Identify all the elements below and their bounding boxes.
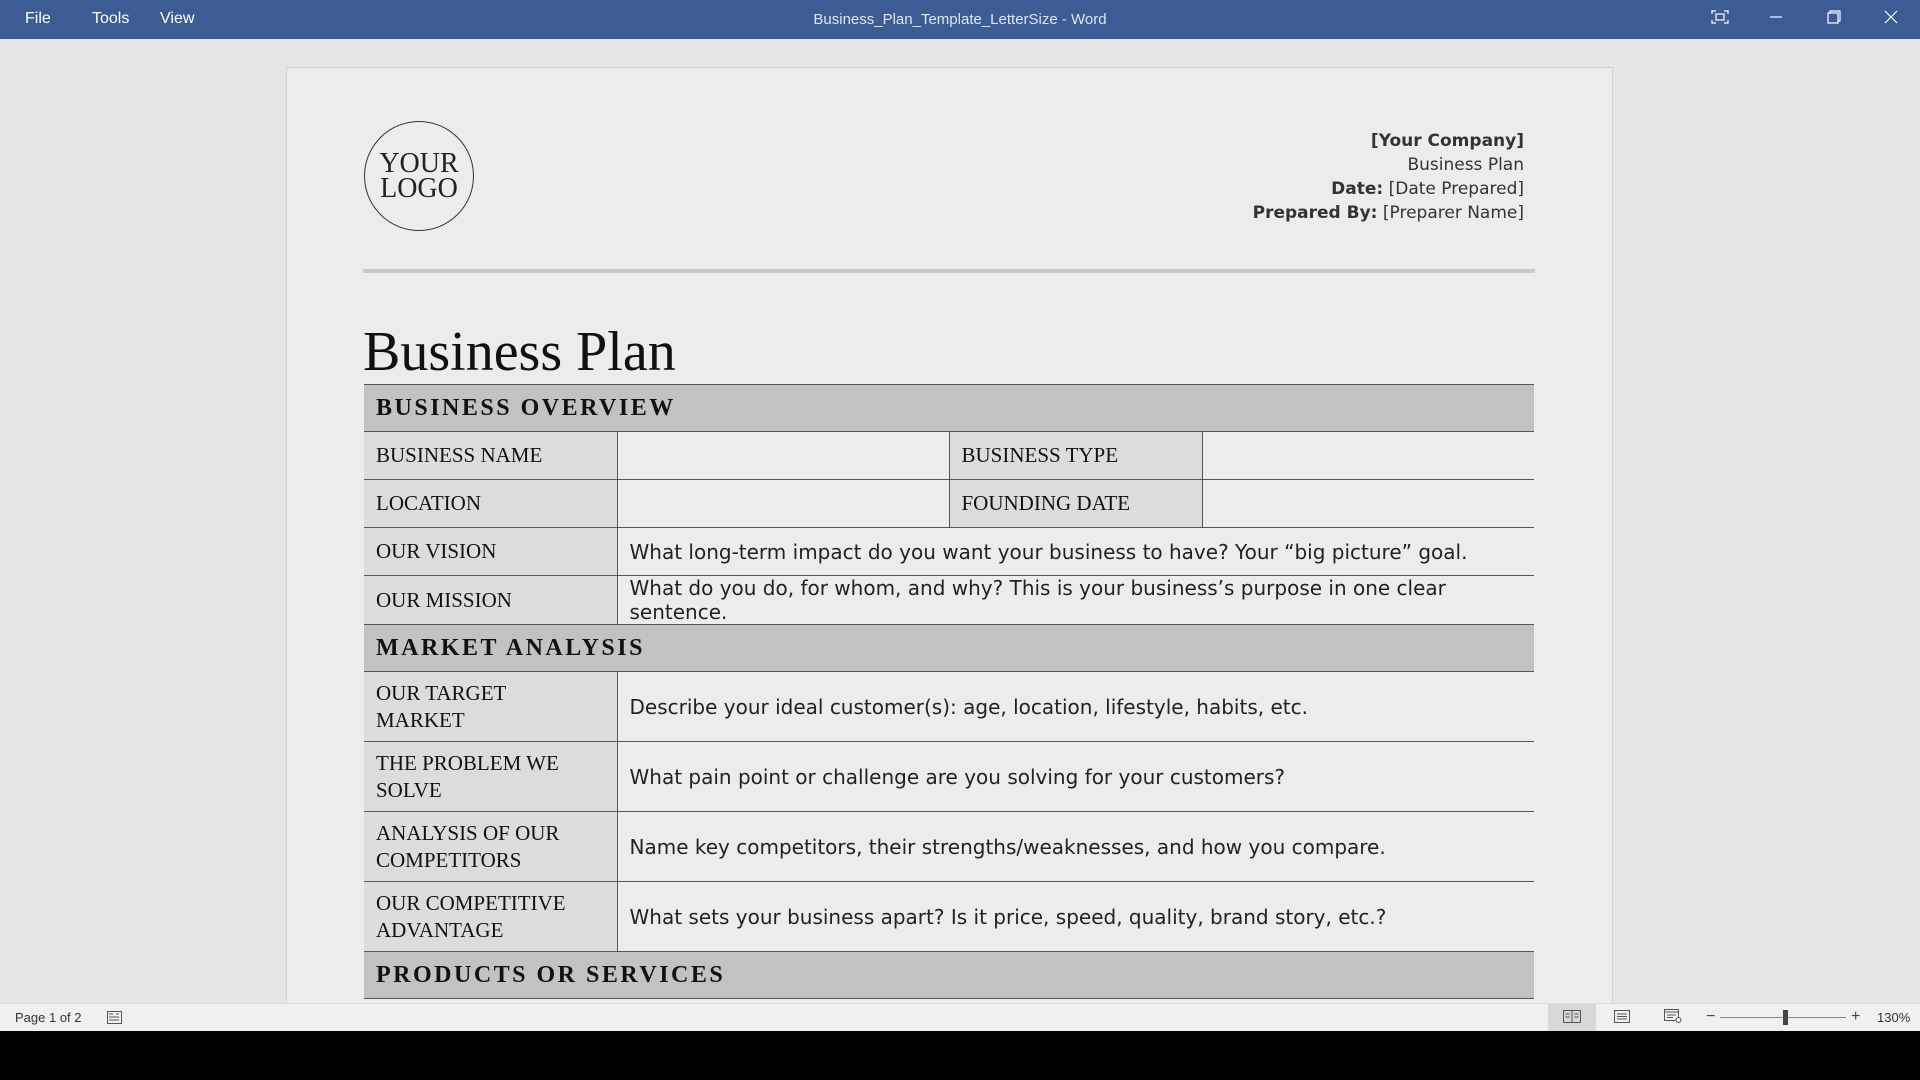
- problem-field[interactable]: What pain point or challenge are you solving for your customers?: [617, 742, 1534, 812]
- read-mode-icon: [1563, 1010, 1581, 1026]
- table-row: [364, 882, 1534, 952]
- header-divider: [363, 269, 1535, 273]
- menu-view[interactable]: View: [160, 10, 195, 27]
- label-line: ANALYSIS OF OUR: [376, 820, 560, 845]
- read-mode-button[interactable]: [1548, 1004, 1596, 1031]
- advantage-field[interactable]: What sets your business apart? Is it price, speed, quality, brand story, etc.?: [617, 882, 1534, 952]
- mission-field[interactable]: What do you do, for whom, and why? This is your business’s purpose in one clear sentence.: [617, 576, 1534, 625]
- label-founding-date: FOUNDING DATE: [949, 480, 1202, 528]
- date-label: Date:: [1331, 179, 1384, 199]
- label-line: ADVANTAGE: [376, 917, 504, 942]
- window-title: Business_Plan_Template_LetterSize - Word: [813, 11, 1107, 28]
- restore-button[interactable]: [1806, 0, 1862, 39]
- table-row: [364, 812, 1534, 882]
- table-row: [364, 672, 1534, 742]
- close-icon: [1884, 10, 1898, 29]
- logo-text-line2: LOGO: [380, 173, 458, 204]
- section-products-services: PRODUCTS OR SERVICES: [364, 952, 1534, 999]
- label-line: OUR COMPETITIVE: [376, 890, 566, 915]
- location-field[interactable]: [617, 480, 949, 528]
- label-our-mission: OUR MISSION: [364, 576, 617, 625]
- label-line: MARKET: [376, 707, 465, 732]
- table-row: [364, 742, 1534, 812]
- label-line: THE PROBLEM WE: [376, 750, 559, 775]
- doc-type: Business Plan: [1407, 155, 1524, 175]
- web-layout-icon: [1664, 1009, 1682, 1026]
- label-competitive-advantage: [364, 882, 617, 952]
- business-name-field[interactable]: [617, 432, 949, 480]
- close-button[interactable]: [1863, 0, 1919, 39]
- web-layout-button[interactable]: [1649, 1004, 1697, 1031]
- menu-tools[interactable]: Tools: [92, 10, 130, 27]
- label-target-market: [364, 672, 617, 742]
- menu-file[interactable]: File: [25, 10, 51, 27]
- prepared-by-label: Prepared By:: [1252, 203, 1378, 223]
- table-row: [364, 576, 1534, 625]
- zoom-in-button[interactable]: +: [1851, 1008, 1861, 1025]
- label-our-vision: OUR VISION: [364, 528, 617, 576]
- zoom-slider-thumb[interactable]: [1783, 1010, 1788, 1025]
- label-line: OUR TARGET: [376, 680, 507, 705]
- label-line: COMPETITORS: [376, 847, 522, 872]
- label-business-name: BUSINESS NAME: [364, 432, 617, 480]
- logo-text-line1: YOUR: [379, 148, 459, 179]
- header-info: [1253, 129, 1524, 225]
- date-value: [Date Prepared]: [1388, 179, 1524, 199]
- label-problem-we-solve: [364, 742, 617, 812]
- table-row: [364, 432, 1534, 480]
- section-business-overview: BUSINESS OVERVIEW: [364, 385, 1534, 432]
- founding-date-field[interactable]: [1202, 480, 1534, 528]
- business-plan-table: [364, 384, 1534, 999]
- section-market-analysis: MARKET ANALYSIS: [364, 625, 1534, 672]
- table-row: [364, 480, 1534, 528]
- proofing-icon[interactable]: [106, 1008, 122, 1027]
- minimize-button[interactable]: [1748, 0, 1804, 39]
- print-layout-button[interactable]: [1598, 1004, 1646, 1031]
- prepared-by-value: [Preparer Name]: [1382, 203, 1524, 223]
- competitors-field[interactable]: Name key competitors, their strengths/weaknesses, and how you compare.: [617, 812, 1534, 882]
- restore-icon: [1827, 10, 1841, 29]
- label-business-type: BUSINESS TYPE: [949, 432, 1202, 480]
- focus-mode-icon: [1711, 10, 1729, 29]
- document-workspace[interactable]: [0, 39, 1920, 1003]
- status-bar: [0, 1003, 1920, 1031]
- label-competitor-analysis: [364, 812, 617, 882]
- focus-mode-button[interactable]: [1692, 0, 1748, 39]
- label-location: LOCATION: [364, 480, 617, 528]
- logo-placeholder: [364, 121, 474, 231]
- page-count: Page 1 of 2: [15, 1010, 82, 1025]
- zoom-level[interactable]: 130%: [1877, 1010, 1911, 1025]
- screen-bottom-area: [0, 1031, 1920, 1080]
- document-page[interactable]: [286, 67, 1613, 1003]
- vision-field[interactable]: What long-term impact do you want your business to have? Your “big picture” goal.: [617, 528, 1534, 576]
- company-name: [Your Company]: [1370, 131, 1524, 151]
- target-market-field[interactable]: Describe your ideal customer(s): age, location, lifestyle, habits, etc.: [617, 672, 1534, 742]
- table-row: [364, 528, 1534, 576]
- zoom-out-button[interactable]: −: [1706, 1008, 1716, 1025]
- page-title: Business Plan: [363, 321, 676, 383]
- label-line: SOLVE: [376, 777, 442, 802]
- title-bar: [0, 0, 1920, 39]
- business-type-field[interactable]: [1202, 432, 1534, 480]
- minimize-icon: [1769, 10, 1783, 29]
- print-layout-icon: [1614, 1010, 1630, 1026]
